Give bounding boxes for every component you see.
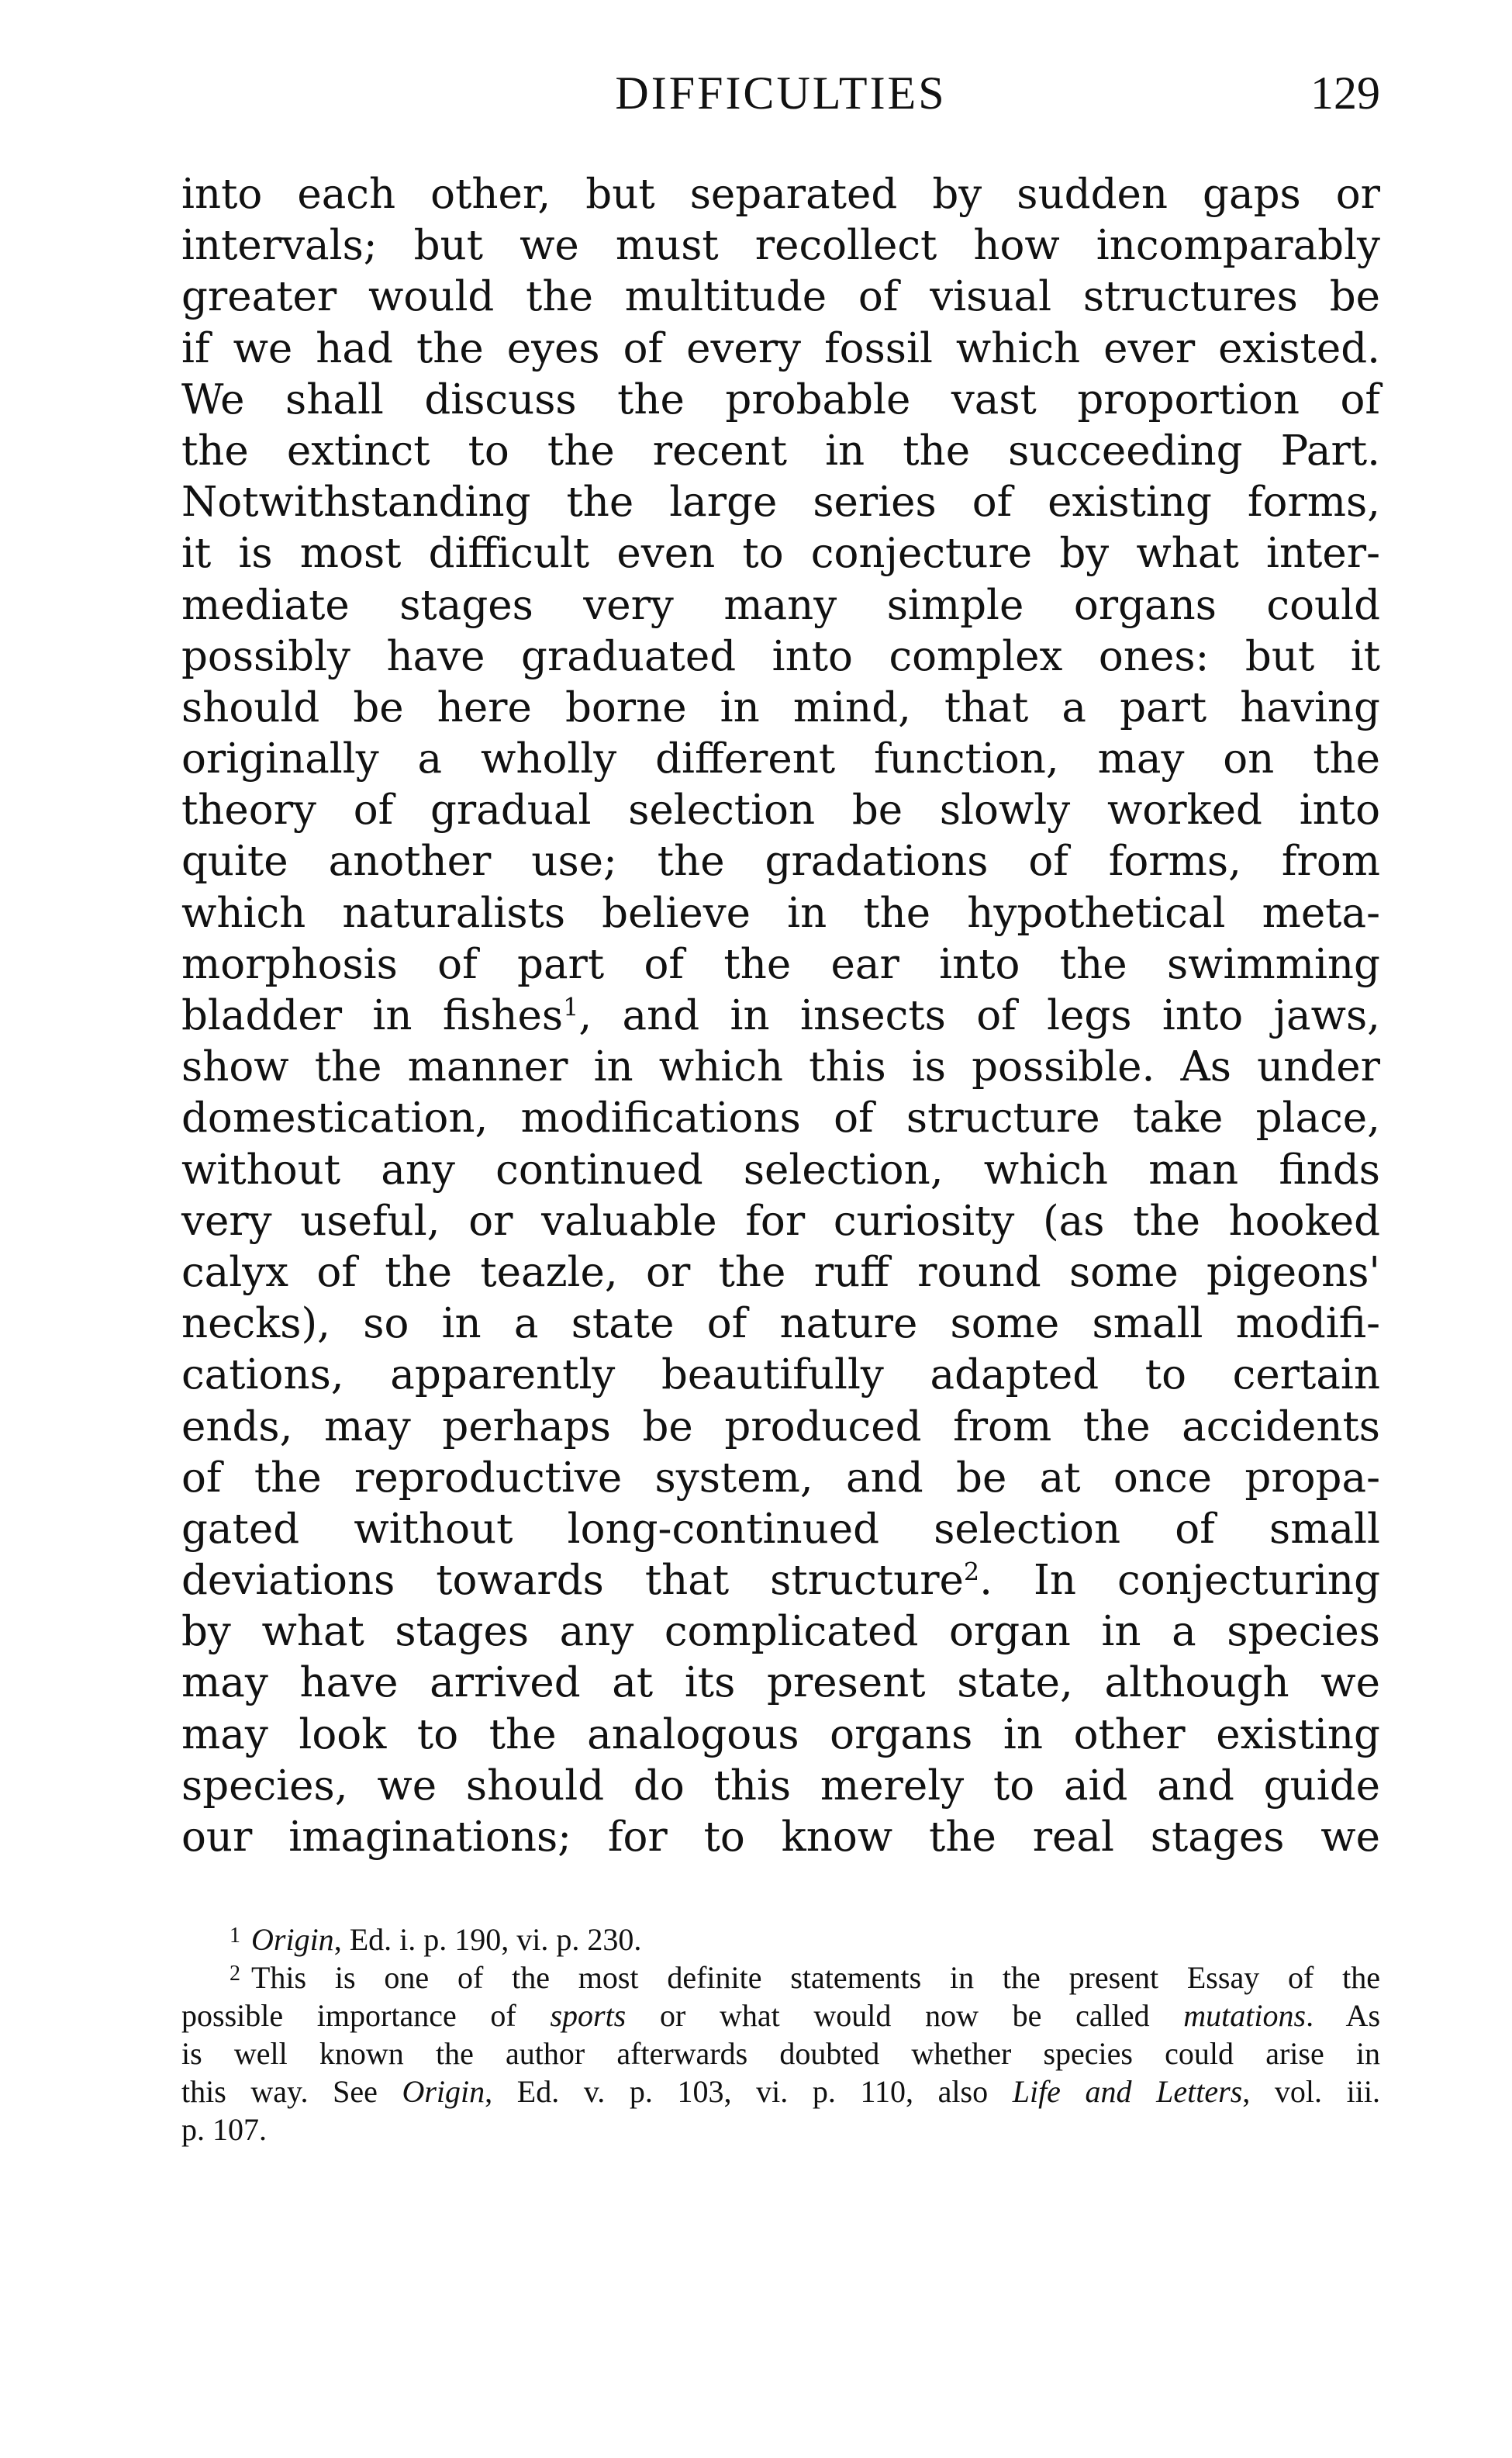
footnote-italic-text: Origin xyxy=(251,1922,334,1957)
footnote-text: This is one of the most definite statements in the present Essay of the xyxy=(251,1960,1380,1995)
body-text xyxy=(181,169,1380,1863)
text-line: very useful, or valuable for curiosity (as the hooked xyxy=(181,1197,1380,1245)
text-fragment: . In conjecturing xyxy=(979,1557,1380,1605)
text-line: greater would the multitude of visual structures be xyxy=(181,273,1380,321)
footnote-2-line xyxy=(181,1996,1380,2035)
footnote-1 xyxy=(181,1920,1380,1958)
text-fragment: , and in insects of legs into jaws, xyxy=(578,992,1380,1039)
footnote-italic-text: Origin xyxy=(402,2074,485,2109)
running-head xyxy=(181,64,1380,123)
text-line: our imaginations; for to know the real stages we xyxy=(181,1813,1380,1861)
footnote-text: . As xyxy=(1306,1998,1381,2033)
running-title: DIFFICULTIES xyxy=(615,67,947,119)
footnote-marker: 1 xyxy=(230,1924,240,1948)
text-line: by what stages any complicated organ in a species xyxy=(181,1608,1380,1656)
text-line: theory of gradual selection be slowly worked into xyxy=(181,786,1380,835)
text-line: which naturalists believe in the hypothetical meta- xyxy=(181,889,1380,937)
text-fragment: bladder in fishes xyxy=(181,992,564,1039)
text-line: domestication, modifications of structure take place, xyxy=(181,1094,1380,1143)
text-line: possibly have graduated into complex ones: but it xyxy=(181,632,1380,680)
text-line: without any continued selection, which man finds xyxy=(181,1146,1380,1194)
text-line: calyx of the teazle, or the ruff round some pigeons' xyxy=(181,1248,1380,1296)
text-line: intervals; but we must recollect how incomparably xyxy=(181,222,1380,270)
page-number: 129 xyxy=(1310,67,1380,119)
footnote-marker: 2 xyxy=(230,1962,240,1986)
text-line: Notwithstanding the large series of existing forms, xyxy=(181,479,1380,527)
text-line: mediate stages very many simple organs could xyxy=(181,581,1380,629)
text-line: quite another use; the gradations of forms, from xyxy=(181,838,1380,886)
footnote-2-line xyxy=(181,2073,1380,2111)
footnote-text: possible importance of xyxy=(181,1998,551,2033)
footnote-ref-2[interactable]: 2 xyxy=(963,1557,980,1587)
text-line: into each other, but separated by sudden gaps or xyxy=(181,171,1380,218)
footnote-text: , vol. iii. xyxy=(1242,2074,1381,2109)
text-line: ends, may perhaps be produced from the accidents xyxy=(181,1402,1380,1450)
footnotes xyxy=(181,1920,1380,2149)
footnote-text: or what would now be called xyxy=(626,1998,1184,2033)
footnote-2-line xyxy=(181,1958,1380,1996)
text-line: cations, apparently beautifully adapted to certain xyxy=(181,1351,1380,1399)
text-line: may look to the analogous organs in other existing xyxy=(181,1710,1380,1758)
text-line: may have arrived at its present state, although we xyxy=(181,1659,1380,1707)
footnote-text: , Ed. v. p. 103, vi. p. 110, also xyxy=(485,2074,1013,2109)
text-line: We shall discuss the probable vast proportion of xyxy=(181,375,1380,423)
text-line: show the manner in which this is possible. As under xyxy=(181,1043,1380,1091)
text-line: morphosis of part of the ear into the swimming xyxy=(181,940,1380,988)
text-line: species, we should do this merely to aid and guide xyxy=(181,1761,1380,1810)
footnote-text: , Ed. i. p. 190, vi. p. 230. xyxy=(333,1922,642,1957)
text-fragment: deviations towards that structure xyxy=(181,1557,964,1605)
footnote-ref-1[interactable]: 1 xyxy=(563,993,579,1022)
text-line: gated without long-continued selection of small xyxy=(181,1505,1380,1553)
text-line: of the reproductive system, and be at once propa- xyxy=(181,1454,1380,1502)
footnote-italic-text: Life and Letters xyxy=(1012,2074,1243,2109)
text-line: it is most difficult even to conjecture by what inter- xyxy=(181,530,1380,578)
text-line: should be here borne in mind, that a part having xyxy=(181,683,1380,731)
text-line-with-footnote-ref xyxy=(181,990,1380,1042)
footnote-text: p. 107. xyxy=(181,2112,267,2147)
footnote-italic-text: sports xyxy=(550,1998,627,2033)
footnote-text: is well known the author afterwards doubted whether species could arise in xyxy=(181,2036,1380,2071)
text-line: necks), so in a state of nature some small modifi- xyxy=(181,1300,1380,1348)
footnote-2-line xyxy=(181,2111,1380,2149)
footnote-italic-text: mutations xyxy=(1183,1998,1307,2033)
text-line-with-footnote-ref xyxy=(181,1555,1380,1606)
text-line: the extinct to the recent in the succeeding Part. xyxy=(181,427,1380,475)
text-line: if we had the eyes of every fossil which ever existed. xyxy=(181,324,1380,372)
text-line: originally a wholly different function, may on the xyxy=(181,735,1380,783)
footnote-text: this way. See xyxy=(181,2074,402,2109)
footnote-2-line xyxy=(181,2035,1380,2073)
